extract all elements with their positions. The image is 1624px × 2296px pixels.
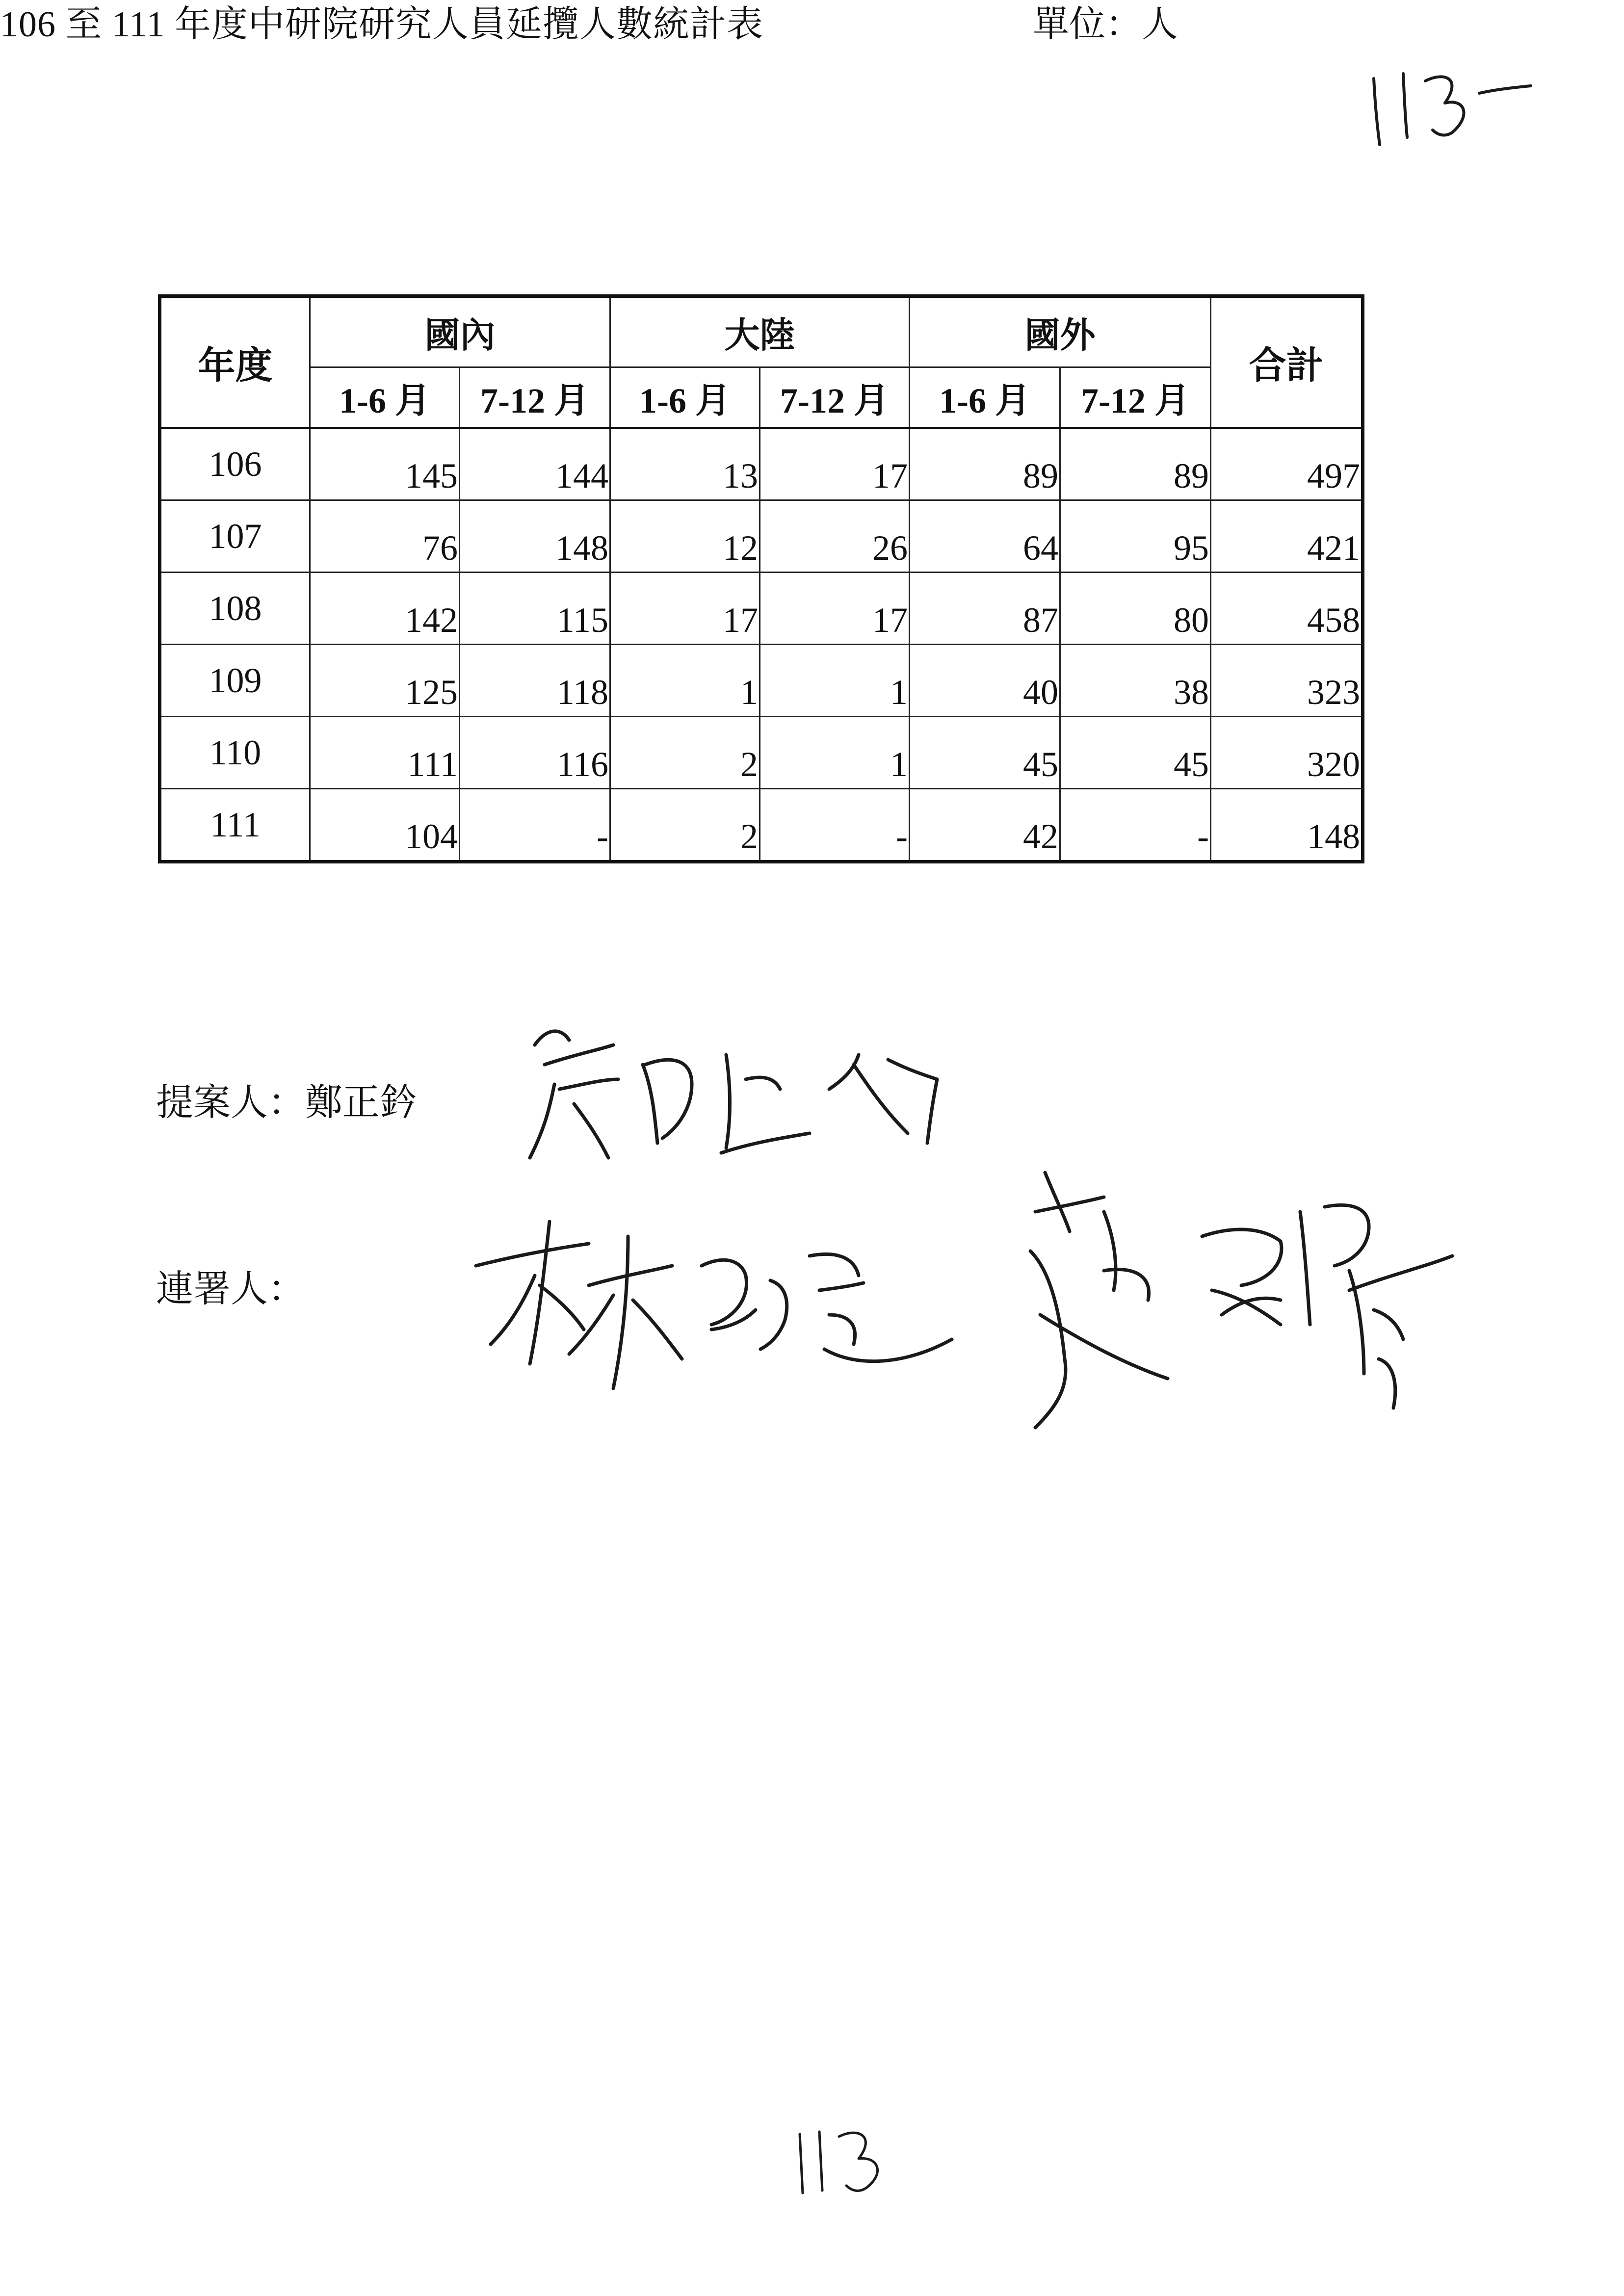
value-cell: 144 [460,428,610,500]
year-cell: 108 [160,573,310,645]
period-header: 1-6 月 [310,367,460,428]
cosigner-label: 連署人： [156,1269,305,1310]
value-cell: 148 [460,500,610,573]
value-cell: 2 [610,717,760,789]
value-cell: 1 [610,645,760,717]
year-cell: 107 [160,500,310,573]
total-cell: 497 [1211,428,1363,500]
year-cell: 109 [160,645,310,717]
period-header: 7-12 月 [760,367,910,428]
value-cell: 45 [910,717,1060,789]
total-cell: 320 [1211,717,1363,789]
total-header: 合計 [1211,296,1363,428]
total-cell: 421 [1211,500,1363,573]
value-cell: 17 [610,573,760,645]
value-cell: 2 [610,789,760,862]
header-row-periods [160,367,1363,428]
value-cell: 45 [1060,717,1211,789]
total-cell: 148 [1211,789,1363,862]
year-cell: 110 [160,717,310,789]
value-cell: 87 [910,573,1060,645]
total-cell: 458 [1211,573,1363,645]
value-cell: 95 [1060,500,1211,573]
group-header-mainland: 大陸 [610,296,910,367]
value-cell: 64 [910,500,1060,573]
cosigner-signature-2 [1006,1153,1457,1496]
total-cell: 323 [1211,645,1363,717]
table-row [160,789,1363,862]
cosigner-signature-1 [466,1202,981,1418]
value-cell: 118 [460,645,610,717]
table-row [160,500,1363,573]
year-cell: 106 [160,428,310,500]
value-cell: 89 [1060,428,1211,500]
value-cell: 104 [310,789,460,862]
proposer-signature [515,1011,947,1177]
value-cell: 40 [910,645,1060,717]
table-row [160,428,1363,500]
value-cell: 12 [610,500,760,573]
table-title: 106 至 111 年度中研院研究人員延攬人數統計表 [0,4,764,45]
table-row [160,717,1363,789]
header-row-groups [160,296,1363,367]
value-cell: 76 [310,500,460,573]
value-cell: 38 [1060,645,1211,717]
value-cell: - [460,789,610,862]
value-cell: - [1060,789,1211,862]
table-row [160,645,1363,717]
year-header: 年度 [160,296,310,428]
handwritten-page-mark [1359,59,1545,157]
value-cell: 111 [310,717,460,789]
value-cell: 80 [1060,573,1211,645]
value-cell: - [760,789,910,862]
year-cell: 111 [160,789,310,862]
group-header-domestic: 國內 [310,296,610,367]
value-cell: 115 [460,573,610,645]
value-cell: 42 [910,789,1060,862]
table-caption [0,0,1197,54]
value-cell: 17 [760,573,910,645]
table-row [160,573,1363,645]
statistics-table [158,294,1364,863]
value-cell: 125 [310,645,460,717]
value-cell: 142 [310,573,460,645]
value-cell: 17 [760,428,910,500]
period-header: 1-6 月 [910,367,1060,428]
value-cell: 13 [610,428,760,500]
handwritten-page-number [785,2119,893,2208]
proposer-label: 提案人：鄭正鈐 [156,1082,417,1123]
value-cell: 26 [760,500,910,573]
value-cell: 116 [460,717,610,789]
value-cell: 1 [760,645,910,717]
table-unit: 單位：人 [1033,4,1178,45]
value-cell: 89 [910,428,1060,500]
group-header-foreign: 國外 [910,296,1211,367]
value-cell: 1 [760,717,910,789]
period-header: 7-12 月 [1060,367,1211,428]
period-header: 7-12 月 [460,367,610,428]
value-cell: 145 [310,428,460,500]
period-header: 1-6 月 [610,367,760,428]
